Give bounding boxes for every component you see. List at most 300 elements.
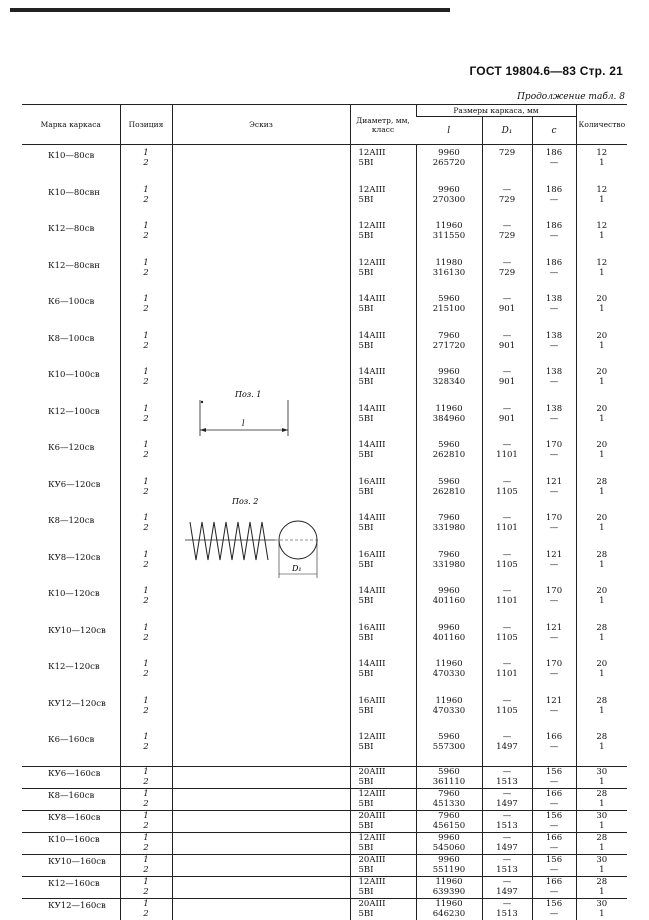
d1-cell: [482, 255, 532, 292]
diameter-cell-line: 14AIII: [358, 586, 386, 596]
l-cell-line: 7960: [438, 810, 460, 821]
position-cell: [120, 145, 172, 182]
sketch-cell: [172, 766, 350, 788]
diameter-cell: [350, 876, 416, 898]
l-cell-line: 470330: [432, 669, 466, 679]
l-cell-line: 262810: [432, 450, 466, 460]
qty-cell-line: 1: [599, 596, 605, 606]
position-cell-line: 1: [143, 854, 149, 865]
diameter-cell-line: 14AIII: [358, 659, 386, 669]
d1-cell: [482, 437, 532, 474]
diameter-cell-line: 5BI: [358, 231, 374, 241]
l-cell-line: 262810: [432, 486, 466, 497]
diameter-cell-line: 12AIII: [358, 832, 386, 843]
table-row: [22, 898, 627, 920]
c-cell-line: 170: [545, 659, 563, 669]
l-cell-line: 316130: [432, 267, 466, 278]
qty-cell: [576, 876, 627, 898]
c-cell-line: —: [549, 820, 559, 831]
diameter-cell-line: 12AIII: [358, 788, 386, 799]
c-cell: [532, 898, 576, 920]
l-cell-line: 639390: [432, 886, 466, 897]
sketch-cell: [172, 832, 350, 854]
d1-cell: [482, 788, 532, 810]
mark-cell: К8—160св: [22, 788, 120, 810]
d1-cell-line: 1513: [496, 864, 518, 875]
l-cell-line: 361110: [432, 776, 466, 787]
qty-cell: [576, 291, 627, 328]
c-cell: [532, 547, 576, 584]
qty-cell-line: 30: [596, 898, 608, 909]
l-cell-line: 384960: [432, 413, 466, 424]
d1-cell: [482, 583, 532, 620]
c-cell-line: —: [549, 450, 559, 460]
position-cell-line: 1: [143, 221, 149, 231]
col-c: c: [532, 117, 576, 145]
diameter-cell-line: 5BI: [358, 413, 374, 424]
qty-cell: [576, 583, 627, 620]
d1-cell-line: —: [502, 854, 512, 865]
position-cell-line: 1: [143, 659, 149, 669]
position-cell-line: 2: [143, 559, 149, 570]
diameter-cell: [350, 766, 416, 788]
l-cell-line: 9960: [438, 854, 460, 865]
c-cell-line: 121: [545, 476, 563, 487]
position-cell-line: 1: [143, 695, 149, 706]
diameter-cell-line: 5BI: [358, 523, 374, 533]
d1-cell-line: 729: [498, 267, 516, 278]
l-cell-line: 9960: [438, 586, 460, 596]
position-cell-line: 2: [143, 886, 149, 897]
table-row: [22, 729, 627, 766]
position-cell-line: 1: [143, 810, 149, 821]
l-cell: [416, 437, 482, 474]
c-cell-line: —: [549, 776, 559, 787]
c-cell-line: 186: [545, 221, 563, 231]
position-cell: [120, 876, 172, 898]
l-cell: [416, 510, 482, 547]
position-cell-line: 2: [143, 340, 149, 351]
d1-cell-line: —: [502, 257, 512, 268]
c-cell-line: 121: [545, 549, 563, 560]
position-cell-line: 1: [143, 148, 149, 158]
mark-cell: КУ6—160св: [22, 766, 120, 788]
mark-cell: К8—120св: [48, 516, 95, 526]
d1-cell-line: —: [502, 732, 512, 742]
d1-cell-line: —: [502, 476, 512, 487]
qty-cell-line: 1: [599, 776, 605, 787]
qty-cell-line: 1: [599, 908, 605, 919]
qty-cell-line: 20: [596, 659, 608, 669]
d1-cell: [482, 810, 532, 832]
diameter-cell-line: 12AIII: [358, 257, 386, 268]
mark-cell: К10—160св: [22, 832, 120, 854]
d1-cell-line: —: [502, 367, 512, 377]
diameter-cell-line: 5BI: [358, 776, 374, 787]
d1-cell-line: 901: [498, 377, 516, 387]
diameter-cell: [350, 810, 416, 832]
c-cell-line: —: [549, 559, 559, 570]
d1-cell-line: 729: [498, 194, 516, 205]
c-cell: [532, 291, 576, 328]
position-cell: [120, 401, 172, 438]
mark-cell: К6—100св: [48, 297, 95, 307]
position-cell-line: 2: [143, 908, 149, 919]
position-cell-line: 2: [143, 377, 149, 387]
l-cell-line: 11960: [435, 659, 463, 669]
diameter-cell-line: 14AIII: [358, 513, 386, 523]
c-cell: [532, 474, 576, 511]
l-cell-line: 5960: [438, 732, 460, 742]
qty-cell: [576, 810, 627, 832]
l-cell: [416, 898, 482, 920]
table-row: [22, 291, 627, 328]
d1-cell: [482, 328, 532, 365]
d1-cell-line: 1101: [496, 669, 518, 679]
qty-cell: [576, 693, 627, 730]
qty-cell: [576, 766, 627, 788]
position-cell-line: 2: [143, 486, 149, 497]
c-cell: [532, 364, 576, 401]
mark-cell: КУ10—160св: [22, 854, 120, 876]
position-cell: [120, 898, 172, 920]
d1-cell-line: 729: [498, 148, 516, 158]
sketch-cell: [172, 656, 350, 693]
l-cell-line: 11960: [435, 695, 463, 706]
position-cell: [120, 437, 172, 474]
qty-cell: [576, 620, 627, 657]
qty-cell-line: 28: [596, 832, 608, 843]
d1-cell-line: 901: [498, 340, 516, 351]
qty-cell-line: 1: [599, 340, 605, 351]
c-cell-line: 166: [545, 876, 563, 887]
l-cell-line: 551190: [432, 864, 466, 875]
mark-cell: К8—100св: [48, 333, 95, 344]
position-cell-line: 2: [143, 158, 149, 168]
qty-cell-line: 1: [599, 304, 605, 314]
l-cell-line: 7960: [438, 330, 460, 341]
c-cell-line: 156: [545, 898, 563, 909]
l-cell-line: 11960: [435, 403, 463, 414]
l-cell-line: 9960: [438, 148, 460, 158]
diameter-cell: [350, 437, 416, 474]
diameter-cell-line: 5BI: [358, 267, 374, 278]
qty-cell-line: 20: [596, 440, 608, 450]
c-cell-line: —: [549, 486, 559, 497]
qty-cell: [576, 729, 627, 766]
d1-cell: [482, 832, 532, 854]
c-cell-line: 138: [545, 403, 563, 414]
position-cell-line: 1: [143, 549, 149, 560]
l-cell: [416, 255, 482, 292]
position-cell-line: 1: [143, 367, 149, 377]
position-cell-line: 2: [143, 705, 149, 716]
sketch-cell: [172, 898, 350, 920]
qty-cell-line: 28: [596, 695, 608, 706]
position-cell: [120, 510, 172, 547]
c-cell-line: —: [549, 267, 559, 278]
diameter-cell: [350, 729, 416, 766]
d1-cell-line: 1105: [496, 486, 518, 497]
l-cell: [416, 328, 482, 365]
l-cell: [416, 788, 482, 810]
table-row: [22, 218, 627, 255]
mark-cell: К12—80свн: [48, 260, 100, 271]
diameter-cell-line: 12AIII: [358, 732, 386, 742]
l-cell: [416, 291, 482, 328]
c-cell-line: —: [549, 864, 559, 875]
c-cell-line: 138: [545, 330, 563, 341]
l-cell-line: 11980: [435, 257, 463, 268]
diameter-cell-line: 12AIII: [358, 184, 386, 195]
table-continuation-label: Продолжение табл. 8: [517, 92, 625, 102]
position-cell-line: 1: [143, 403, 149, 414]
position-cell-line: 1: [143, 257, 149, 268]
qty-cell-line: 12: [596, 148, 608, 158]
diameter-cell-line: 12AIII: [358, 221, 386, 231]
diameter-cell: [350, 898, 416, 920]
c-cell-line: 170: [545, 513, 563, 523]
diameter-cell-line: 5BI: [358, 908, 374, 919]
qty-cell: [576, 437, 627, 474]
col-sketch: Эскиз: [172, 105, 350, 145]
l-cell-line: 9960: [438, 367, 460, 377]
sketch-cell: [172, 182, 350, 219]
diameter-cell-line: 14AIII: [358, 294, 386, 304]
position-cell: [120, 832, 172, 854]
d1-cell-line: —: [502, 622, 512, 633]
table-row: [22, 876, 627, 898]
sketch-cell: [172, 620, 350, 657]
l-cell-line: 271720: [432, 340, 466, 351]
l-cell-line: 328340: [432, 377, 466, 387]
qty-cell: [576, 547, 627, 584]
qty-cell-line: 1: [599, 705, 605, 716]
qty-cell-line: 1: [599, 377, 605, 387]
position-cell: [120, 547, 172, 584]
sketch-cell: [172, 693, 350, 730]
diameter-cell: [350, 547, 416, 584]
position-cell-line: 1: [143, 832, 149, 843]
sketch-cell: [172, 854, 350, 876]
diameter-cell: [350, 854, 416, 876]
diameter-cell: [350, 182, 416, 219]
qty-cell: [576, 401, 627, 438]
diameter-cell-line: 14AIII: [358, 440, 386, 450]
l-cell-line: 11960: [435, 898, 463, 909]
d1-cell-line: —: [502, 659, 512, 669]
qty-cell-line: 1: [599, 450, 605, 460]
c-cell-line: —: [549, 158, 559, 168]
c-cell: [532, 182, 576, 219]
c-cell-line: —: [549, 798, 559, 809]
d1-cell: [482, 401, 532, 438]
qty-cell-line: 20: [596, 294, 608, 304]
qty-cell: [576, 832, 627, 854]
position-cell: [120, 656, 172, 693]
diameter-cell: [350, 255, 416, 292]
qty-cell-line: 28: [596, 622, 608, 633]
qty-cell-line: 1: [599, 669, 605, 679]
d1-cell-line: 1497: [496, 798, 518, 809]
spring-sketch: [180, 380, 330, 580]
qty-cell-line: 1: [599, 820, 605, 831]
c-cell-line: 186: [545, 257, 563, 268]
c-cell-line: 121: [545, 695, 563, 706]
d1-cell: [482, 693, 532, 730]
l-cell-line: 9960: [438, 622, 460, 633]
l-cell-line: 11960: [435, 221, 463, 231]
position-cell: [120, 693, 172, 730]
position-cell: [120, 788, 172, 810]
qty-cell-line: 30: [596, 854, 608, 865]
c-cell-line: —: [549, 669, 559, 679]
d1-cell-line: —: [502, 221, 512, 231]
mark-cell: К6—120св: [48, 443, 95, 453]
c-cell-line: 186: [545, 184, 563, 195]
sketch-cell: [172, 788, 350, 810]
diameter-cell-line: 5BI: [358, 596, 374, 606]
position-cell-line: 2: [143, 413, 149, 424]
l-cell: [416, 583, 482, 620]
d1-cell: [482, 854, 532, 876]
position-cell-line: 1: [143, 876, 149, 887]
qty-cell: [576, 218, 627, 255]
d1-cell: [482, 510, 532, 547]
position-cell: [120, 620, 172, 657]
position-cell-line: 1: [143, 898, 149, 909]
l-cell-line: 456150: [432, 820, 466, 831]
position-cell: [120, 291, 172, 328]
qty-cell-line: 1: [599, 486, 605, 497]
position-cell: [120, 364, 172, 401]
c-cell-line: —: [549, 842, 559, 853]
d1-cell-line: 1105: [496, 705, 518, 716]
position-cell: [120, 255, 172, 292]
l-cell-line: 7960: [438, 788, 460, 799]
l-cell-line: 331980: [432, 559, 466, 570]
position-cell-line: 2: [143, 864, 149, 875]
l-cell-line: 311550: [432, 231, 466, 241]
qty-cell: [576, 364, 627, 401]
position-cell-line: 1: [143, 330, 149, 341]
l-cell: [416, 474, 482, 511]
position-cell: [120, 474, 172, 511]
col-position: Позиция: [120, 105, 172, 145]
diameter-cell: [350, 291, 416, 328]
c-cell: [532, 620, 576, 657]
d1-cell: [482, 876, 532, 898]
qty-cell-line: 28: [596, 732, 608, 742]
c-cell-line: —: [549, 377, 559, 387]
c-cell: [532, 255, 576, 292]
d1-cell-line: 1497: [496, 842, 518, 853]
d1-cell: [482, 145, 532, 182]
position-cell-line: 2: [143, 669, 149, 679]
d1-cell: [482, 547, 532, 584]
l-cell-line: 7960: [438, 513, 460, 523]
top-rule: [10, 8, 450, 12]
l-cell: [416, 218, 482, 255]
c-cell: [532, 328, 576, 365]
qty-cell-line: 28: [596, 476, 608, 487]
position-cell: [120, 854, 172, 876]
qty-cell-line: 28: [596, 549, 608, 560]
mark-cell: КУ6—120св: [48, 479, 101, 490]
position-cell-line: 1: [143, 184, 149, 195]
c-cell-line: —: [549, 523, 559, 533]
position-cell: [120, 810, 172, 832]
diameter-cell-line: 14AIII: [358, 367, 386, 377]
d1-cell-line: —: [502, 876, 512, 887]
c-cell-line: —: [549, 705, 559, 716]
mark-cell: КУ8—120св: [48, 552, 101, 563]
c-cell: [532, 510, 576, 547]
qty-cell-line: 1: [599, 413, 605, 424]
l-cell-line: 5960: [438, 766, 460, 777]
l-cell-line: 9960: [438, 184, 460, 195]
diameter-cell-line: 5BI: [358, 632, 374, 643]
mark-cell: К10—120св: [48, 589, 100, 599]
l-cell-line: 5960: [438, 440, 460, 450]
diameter-cell-line: 12AIII: [358, 148, 386, 158]
position-cell: [120, 328, 172, 365]
qty-cell-line: 1: [599, 158, 605, 168]
d1-cell-line: —: [502, 513, 512, 523]
diameter-cell: [350, 401, 416, 438]
d1-cell-line: 901: [498, 304, 516, 314]
d1-cell: [482, 656, 532, 693]
mark-cell: К10—80свн: [48, 187, 100, 198]
qty-cell: [576, 788, 627, 810]
qty-cell: [576, 898, 627, 920]
diameter-cell-line: 5BI: [358, 886, 374, 897]
c-cell: [532, 854, 576, 876]
position-cell-line: 2: [143, 267, 149, 278]
qty-cell: [576, 328, 627, 365]
d1-cell-line: —: [502, 330, 512, 341]
sketch-cell: [172, 255, 350, 292]
c-cell-line: —: [549, 413, 559, 424]
c-cell-line: 166: [545, 788, 563, 799]
position-cell-line: 2: [143, 450, 149, 460]
c-cell-line: —: [549, 194, 559, 205]
d1-cell-line: —: [502, 184, 512, 195]
table-row: [22, 788, 627, 810]
c-cell: [532, 583, 576, 620]
diameter-cell-line: 20AIII: [358, 766, 386, 777]
qty-cell-line: 12: [596, 221, 608, 231]
d1-cell-line: —: [502, 294, 512, 304]
c-cell: [532, 437, 576, 474]
c-cell-line: —: [549, 886, 559, 897]
diameter-cell: [350, 474, 416, 511]
l-cell-line: 5960: [438, 294, 460, 304]
d1-cell-line: —: [502, 586, 512, 596]
page-header: ГОСТ 19804.6—83 Стр. 21: [469, 64, 623, 78]
d1-cell-line: 1513: [496, 908, 518, 919]
mark-cell: КУ12—160св: [22, 898, 120, 920]
sketch-cell: [172, 729, 350, 766]
diameter-cell: [350, 620, 416, 657]
qty-cell-line: 12: [596, 184, 608, 195]
qty-cell-line: 1: [599, 267, 605, 278]
l-cell-line: 270300: [432, 194, 466, 205]
sketch-cell: [172, 583, 350, 620]
l-cell-line: 545060: [432, 842, 466, 853]
diameter-cell-line: 20AIII: [358, 810, 386, 821]
qty-cell: [576, 255, 627, 292]
